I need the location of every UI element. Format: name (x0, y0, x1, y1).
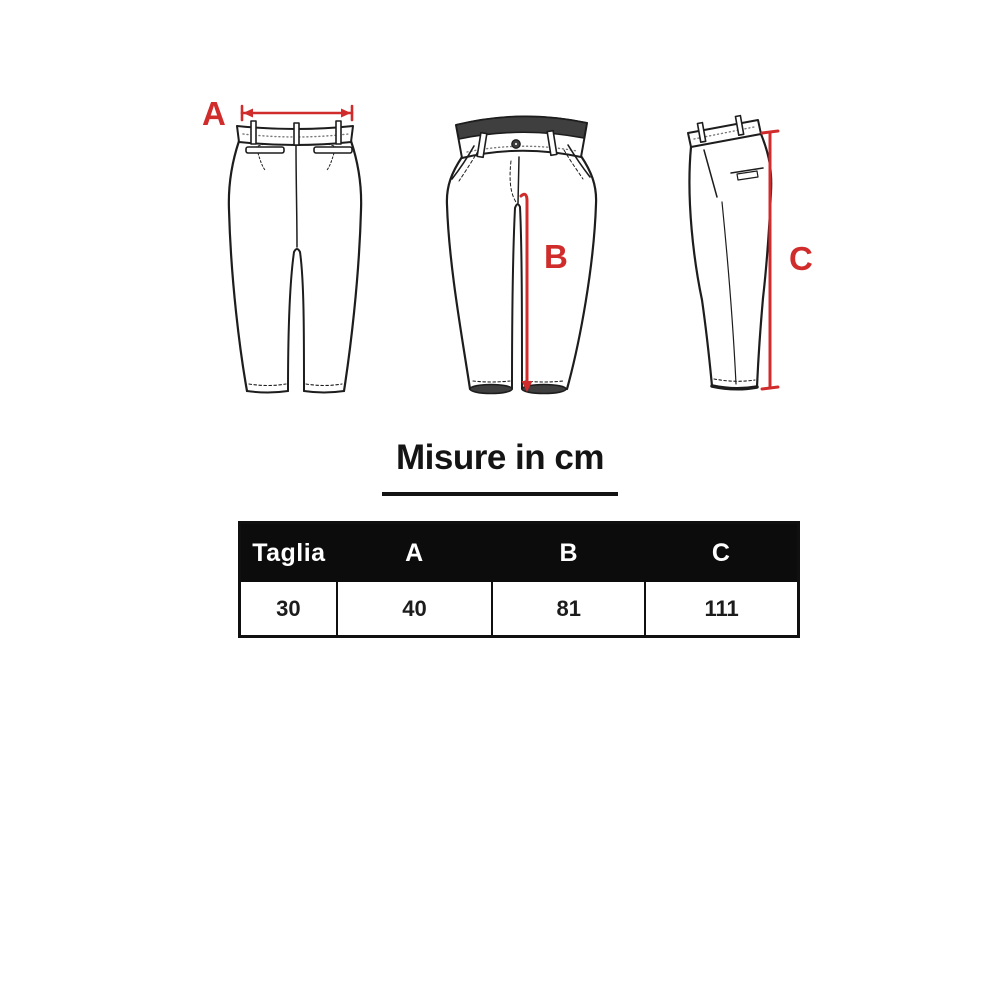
pants-front-view (447, 116, 596, 393)
measurement-arrow-a (242, 106, 352, 120)
header-cell-taglia: Taglia (240, 523, 337, 583)
measurement-label-c: C (789, 240, 813, 277)
cell-taglia-value: 30 (240, 582, 337, 637)
size-table-body (240, 582, 799, 637)
size-table-header (240, 523, 799, 583)
pants-side-view (688, 116, 771, 389)
cell-c-value: 111 (645, 582, 798, 637)
header-row (240, 523, 799, 583)
title-underline (382, 492, 618, 496)
page-title: Misure in cm (396, 438, 604, 477)
cell-a-value: 40 (337, 582, 492, 637)
pants-back-view (229, 121, 361, 393)
header-cell-a: A (337, 523, 492, 583)
measurement-line-c (762, 131, 778, 389)
measurement-label-b: B (544, 238, 568, 275)
size-table (238, 521, 800, 638)
header-cell-c: C (645, 523, 798, 583)
header-cell-b: B (492, 523, 645, 583)
cell-b-value: 81 (492, 582, 645, 637)
table-row (240, 582, 799, 637)
measurement-label-a: A (202, 95, 226, 132)
